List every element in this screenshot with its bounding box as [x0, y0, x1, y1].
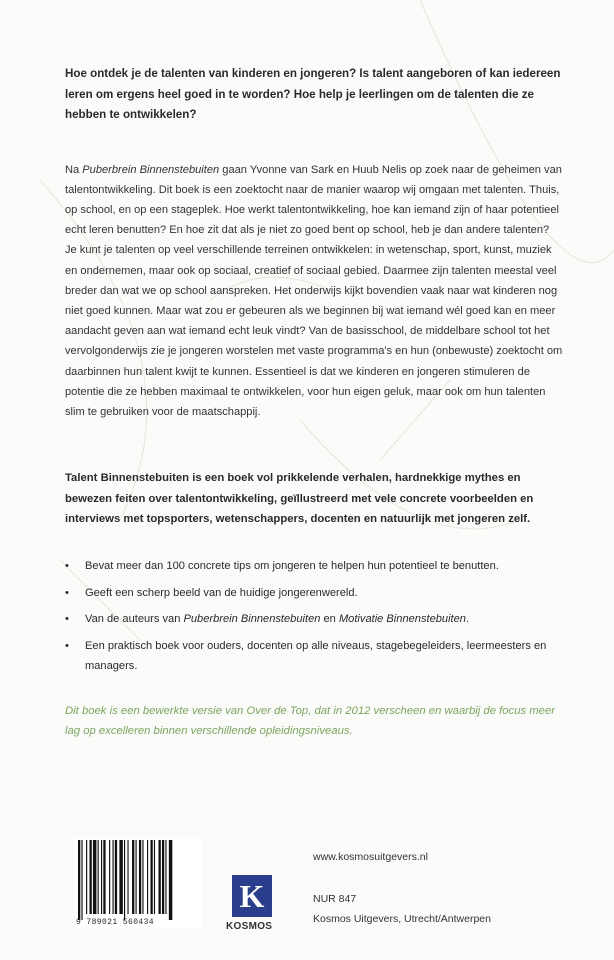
body-paragraph-1: [65, 160, 565, 241]
list-text-part: en: [320, 613, 339, 626]
publisher-name: Kosmos Uitgevers, Utrecht/Antwerpen: [313, 913, 491, 925]
list-item: [65, 636, 565, 677]
barcode-bar: [147, 840, 148, 914]
isbn-number: 9 789021 560434: [76, 918, 155, 927]
list-text-part: Van de auteurs van: [85, 613, 184, 626]
barcode-bar: [90, 840, 92, 914]
body-paragraph-2: Je kunt je talenten op veel verschillende terreinen ontwikkelen: in wetenschap, sport, kunst, muziek en ondernemen, maar ook op sociaal, creatief of sociaal gebied. Daarmee zijn talenten meestal veel breder dan wat we op school aanspreken. Het onderwijs kijkt bovendien vaak naar wat kinderen nog niet goed kunnen. Maar wat zou er gebeuren als we beginnen bij wat iemand wél goed kan en meer aandacht geven aan wat iemand echt leuk vindt? Van de basisschool, de middelbare school tot het vervolgonderwijs zie je jongeren worstelen met vaste programma's en hun (onbewuste) zoektocht om daarbinnen hun talent kwijt te kunnen. Essentieel is dat we kinderen en jongeren stimuleren de potentie die ze hebben maximaal te ontwikkelen, voor hun eigen geluk, maar ook om hun talenten slim te gebruiken voor de maatschappij.: [65, 244, 563, 418]
intro-paragraph: Hoe ontdek je de talenten van kinderen en jongeren? Is talent aangeboren of kan iedereen leren om ergens heel goed in te worden? Hoe help je leerlingen om de talenten die ze hebben te ontwikkelen?: [65, 67, 561, 121]
barcode-bar: [81, 840, 82, 920]
book-title: Motivatie Binnenstebuiten: [338, 613, 466, 626]
barcode-bar: [124, 840, 125, 920]
list-item-text: Een praktisch boek voor ouders, docenten op alle niveaus, stagebegeleiders, leermeesters en managers.: [85, 639, 547, 673]
list-item: [65, 609, 565, 630]
p1-lead: Na: [65, 163, 83, 176]
bullet-icon: •: [65, 639, 69, 652]
bullet-icon: •: [65, 613, 69, 626]
publisher-website: www.kosmosuitgevers.nl: [313, 851, 428, 863]
barcode-bar: [109, 840, 110, 914]
barcode-bar: [127, 840, 128, 914]
list-item-text: [85, 613, 469, 625]
list-item-text: Bevat meer dan 100 concrete tips om jongeren te helpen hun potentieel te benutten.: [85, 559, 499, 572]
barcode-bar: [159, 840, 161, 914]
bullet-icon: •: [65, 586, 69, 599]
list-text-part: .: [465, 613, 470, 626]
barcode-bar: [98, 840, 99, 914]
barcode-bar: [154, 840, 155, 914]
feature-list: [65, 556, 565, 677]
summary-paragraph: Talent Binnenstebuiten is een boek vol prikkelende verhalen, hardnekkige mythes en bewezen feiten over talentontwikkeling, geïllustreerd met vele concrete voorbeelden en interviews met topsporters, wetenschappers, docenten en natuurlijk met jongeren zelf.: [65, 472, 534, 526]
barcode: [74, 838, 202, 929]
barcode-bar: [162, 840, 164, 914]
barcode-bar: [86, 840, 87, 914]
barcode-bar: [93, 840, 96, 914]
list-item: [65, 583, 565, 604]
list-item: [65, 556, 565, 577]
logo-wordmark: KOSMOS: [226, 921, 273, 932]
barcode-bar: [165, 840, 166, 914]
p1-book-title: Puberbrein Binnenstebuiten: [82, 163, 220, 176]
text-column: [65, 64, 565, 742]
barcode-bar: [78, 840, 80, 920]
edition-note: Dit boek is een bewerkte versie van Over de Top, dat in 2012 verscheen en waarbij de focus meer lag op excelleren binnen verschillende opleidingsniveaus.: [65, 704, 556, 738]
bullet-icon: •: [65, 559, 69, 572]
barcode-bar: [139, 840, 141, 914]
barcode-bar: [169, 840, 172, 920]
barcode-bar: [113, 840, 114, 914]
barcode-bar: [142, 840, 143, 914]
p1-text: gaan Yvonne van Sark en Huub Nelis op zoek naar de geheimen van talentontwikkeling. Dit boek is een zoektocht naar de manier waarop wij omgaan met talenten. Thuis, op school, en op een stageplek. Hoe werkt talentontwikkeling, hoe kan iemand zijn of haar potentieel echt leren benutten? En hoe zit dat als je niet zo goed bent op school, heb je dan andere talenten?: [65, 163, 562, 237]
barcode-bar: [115, 840, 117, 914]
barcode-bar: [103, 840, 105, 914]
nur-code: NUR 847: [313, 893, 357, 905]
logo-letter: K: [239, 878, 265, 914]
book-title: Puberbrein Binnenstebuiten: [183, 613, 321, 626]
barcode-bar: [132, 840, 134, 914]
barcode-bar: [101, 840, 102, 914]
list-item-text: Geeft een scherp beeld van de huidige jongerenwereld.: [85, 586, 358, 599]
barcode-bar: [150, 840, 152, 914]
barcode-bar: [136, 840, 137, 914]
barcode-bar: [119, 840, 122, 914]
kosmos-logo: [232, 875, 272, 917]
